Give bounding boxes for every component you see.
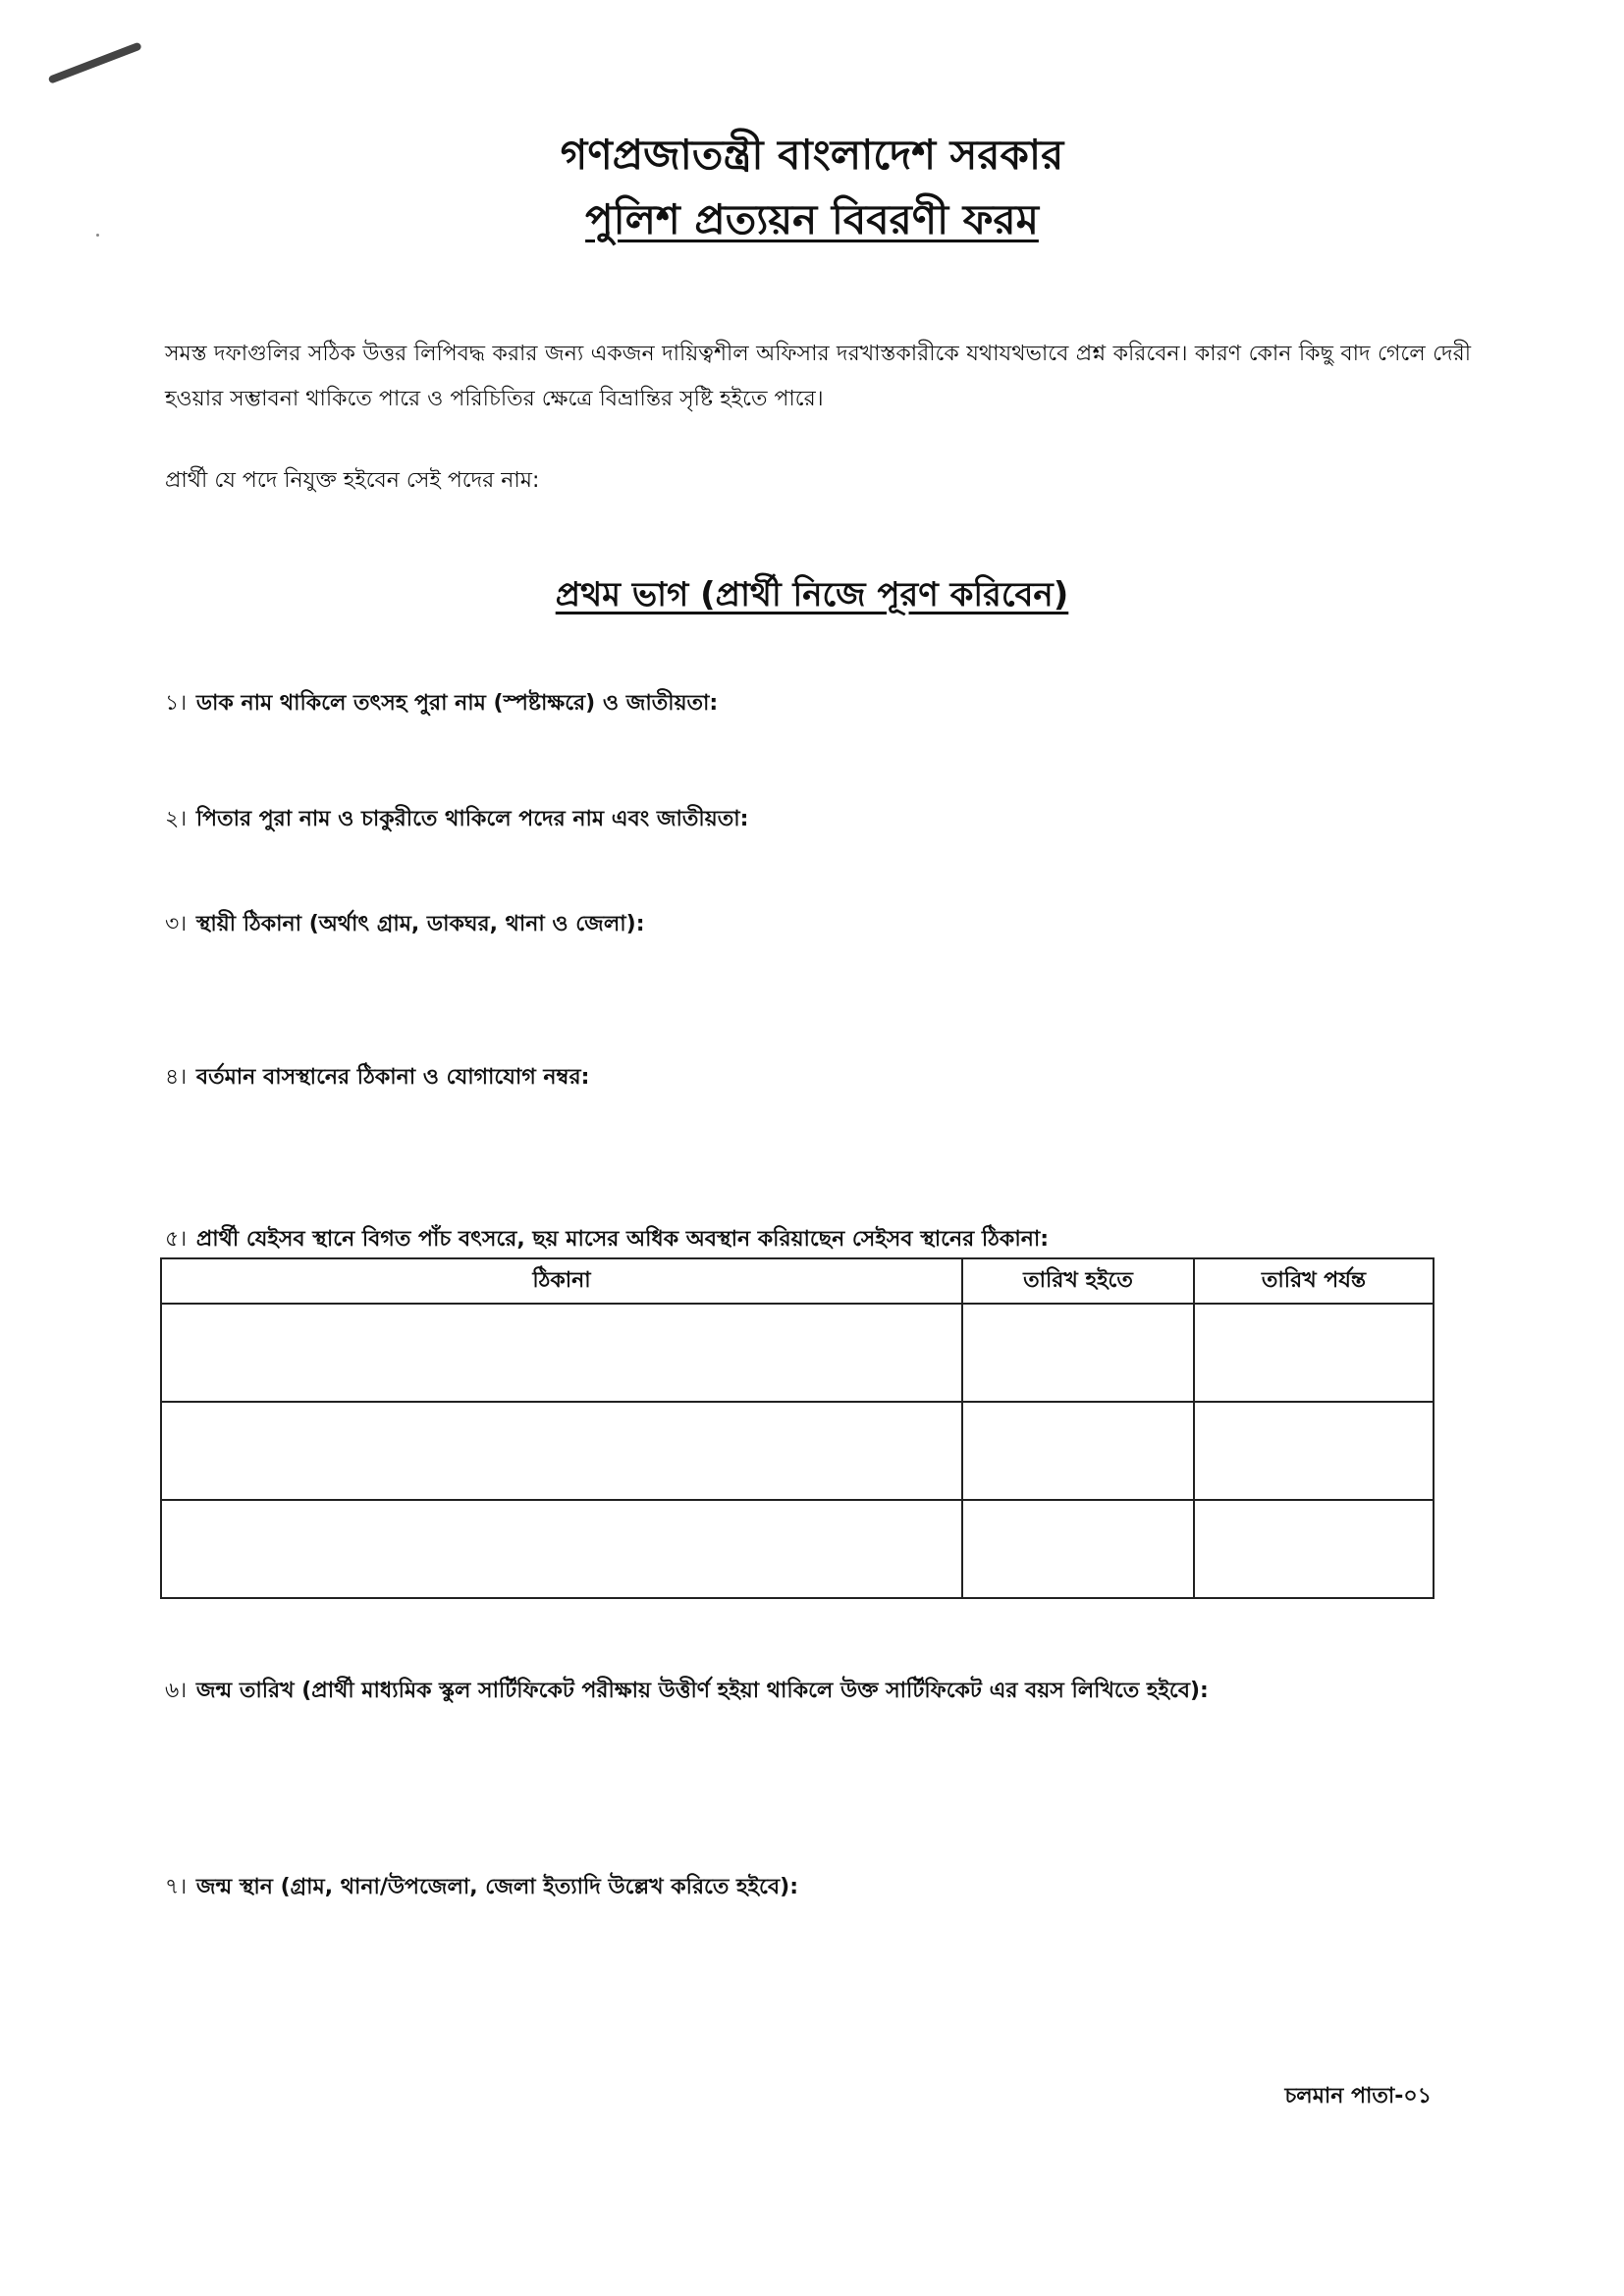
address-cell[interactable] [161,1500,962,1598]
form-item-4 [165,1058,589,1097]
page-continuation-footer: চলমান পাতা-০১ [1284,2084,1432,2109]
form-item-1 [165,684,718,723]
form-item-6 [165,1672,1209,1711]
item-number: ৭। [165,1875,188,1899]
table-row [161,1402,1434,1500]
item-number: ৫। [165,1227,188,1252]
item-label: স্থায়ী ঠিকানা (অর্থাৎ গ্রাম, ডাকঘর, থানা ও জেলা): [195,912,645,936]
date-from-cell[interactable] [962,1402,1194,1500]
date-from-cell[interactable] [962,1304,1194,1402]
table-row [161,1500,1434,1598]
form-item-3 [165,905,645,944]
address-cell[interactable] [161,1304,962,1402]
item-number: ২। [165,807,188,831]
item-label: জন্ম তারিখ (প্রার্থী মাধ্যমিক স্কুল সার্টিফিকেট পরীক্ষায় উত্তীর্ণ হইয়া থাকিলে উক্ত সার্টিফিকেট এর বয়স লিখিতে হইবে): [195,1679,1209,1703]
pen-mark [48,41,142,83]
item-number: ৬। [165,1679,188,1703]
post-name-label: প্রার্থী যে পদে নিযুক্ত হইবেন সেই পদের নাম: [165,468,540,493]
instructions-paragraph: সমস্ত দফাগুলির সঠিক উত্তর লিপিবদ্ধ করার জন্য একজন দায়িত্বশীল অফিসার দরখাস্তকারীকে যথাযথভাবে প্রশ্ন করিবেন। কারণ কোন কিছু বাদ গেলে দেরী হওয়ার সম্ভাবনা থাকিতে পারে ও পরিচিতির ক্ষেত্রে বিভ্রান্তির সৃষ্টি হইতে পারে। [165,342,1471,411]
date-to-cell[interactable] [1194,1500,1434,1598]
item-label: ডাক নাম থাকিলে তৎসহ পুরা নাম (স্পষ্টাক্ষরে) ও জাতীয়তা: [195,691,719,716]
item-label: জন্ম স্থান (গ্রাম, থানা/উপজেলা, জেলা ইত্যাদি উল্লেখ করিতে হইবে): [195,1875,798,1899]
item-label: প্রার্থী যেইসব স্থানে বিগত পাঁচ বৎসরে, ছয় মাসের অধিক অবস্থান করিয়াছেন সেইসব স্থানের ঠিকানা: [195,1227,1050,1252]
form-title-text: পুলিশ প্রত্যয়ন বিবরণী ফরম [585,195,1039,243]
item-number: ৩। [165,912,188,936]
form-item-2 [165,800,748,839]
table-row [161,1304,1434,1402]
item-label: বর্তমান বাসস্থানের ঠিকানা ও যোগাযোগ নম্বর: [195,1065,590,1090]
table-header-row [161,1258,1434,1304]
date-to-cell[interactable] [1194,1304,1434,1402]
column-header-date-to: তারিখ পর্যন্ত [1194,1258,1434,1304]
form-item-5 [165,1220,1049,1259]
column-header-address: ঠিকানা [161,1258,962,1304]
address-cell[interactable] [161,1402,962,1500]
government-title: গণপ্রজাতন্ত্রী বাংলাদেশ সরকার [560,131,1064,179]
residence-table [160,1257,1435,1599]
date-to-cell[interactable] [1194,1402,1434,1500]
section-heading [0,571,1624,618]
form-item-7 [165,1868,798,1907]
item-number: ৪। [165,1065,188,1090]
column-header-date-from: তারিখ হইতে [962,1258,1194,1304]
date-from-cell[interactable] [962,1500,1194,1598]
item-number: ১। [165,691,188,716]
form-title [0,192,1624,247]
item-label: পিতার পুরা নাম ও চাকুরীতে থাকিলে পদের নাম এবং জাতীয়তা: [195,807,749,831]
section-heading-text: প্রথম ভাগ (প্রার্থী নিজে পূরণ করিবেন) [555,575,1069,614]
